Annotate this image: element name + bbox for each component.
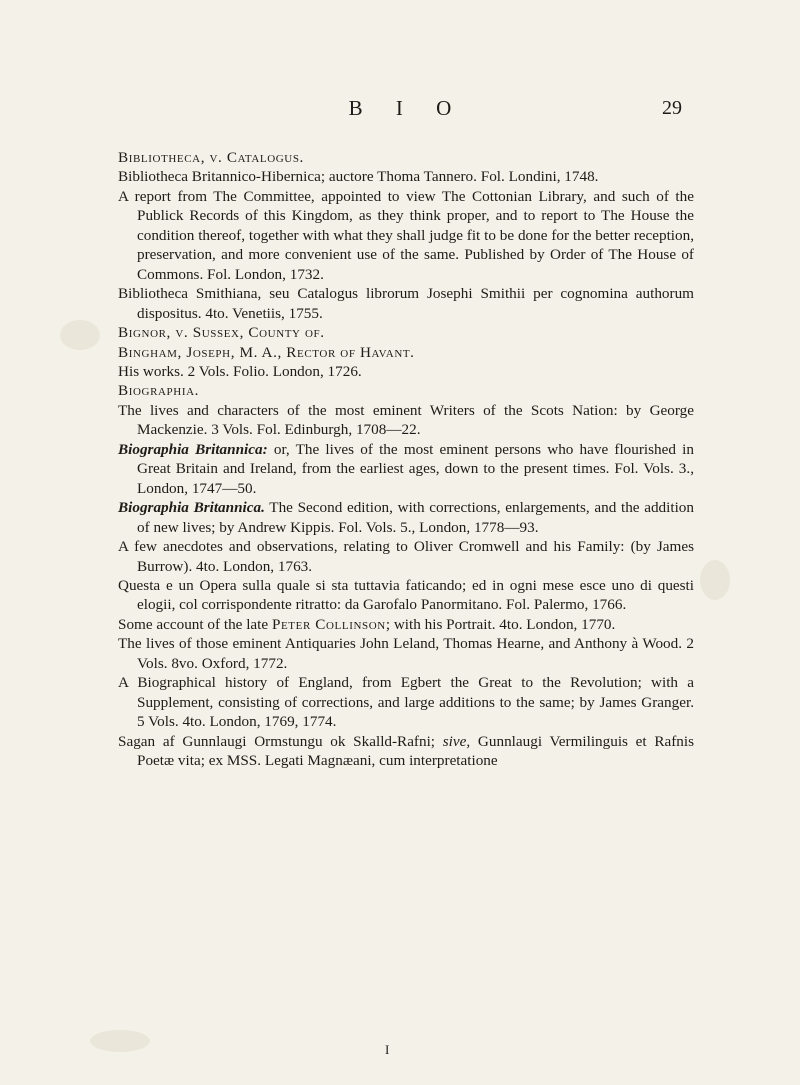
entry-sagan <box>118 732 694 771</box>
entry-cromwell-anecdotes: A few anecdotes and observations, relating to Oliver Cromwell and his Family: (by James Burrow). 4to. London, 1763. <box>118 538 694 575</box>
paper-stain <box>60 320 100 350</box>
entry-heading-bignor: Bignor, v. Sussex, County of. <box>118 324 325 342</box>
entry-granger: A Biographical history of England, from Egbert the Great to the Revolution; with a Supplement, consisting of corrections, and large additions to the same; by James Granger. 5 Vols. 4to. London, 1769, 1774. <box>118 674 694 731</box>
running-head-title: B I O <box>348 96 466 120</box>
entry-cottonian-report: A report from The Committee, appointed to view The Cottonian Library, and such of the Publick Records of this Kingdom, as they think proper, and to report to The House the condition thereof, together with what they shall judge fit to be done for the better reception, preservation, and more convenient use of the same. Published by Order of The House of Commons. Fol. London, 1732. <box>118 187 694 283</box>
entry-heading-biographia: Biographia. <box>118 382 200 400</box>
entry-text: or, The lives of the most eminent persons who have flourished in Great Britain and Ireland, from the earliest ages, down to the present times. Fol. Vols. 3., London, 1747—50. <box>137 440 694 497</box>
entry-collinson <box>118 615 694 634</box>
entry-text: Some account of the late <box>118 615 269 633</box>
entry-scots-writers: The lives and characters of the most eminent Writers of the Scots Nation: by George Mackenzie. 3 Vols. Fol. Edinburgh, 1708—22. <box>118 401 694 439</box>
entry-bibliotheca-britannico: Bibliotheca Britannico-Hibernica; auctore Thoma Tannero. Fol. Londini, 1748. <box>118 168 599 186</box>
entry-biographia-britannica-second <box>118 498 694 537</box>
entry-title-italic: Biographia Britannica: <box>118 440 268 458</box>
index-body <box>118 148 694 771</box>
entry-heading-bingham: Bingham, Joseph, M. A., Rector of Havant. <box>118 343 415 361</box>
entry-sive-italic: sive, <box>442 732 471 750</box>
catchword: I <box>385 1042 390 1057</box>
paper-stain <box>700 560 730 600</box>
entry-biographia-britannica <box>118 440 694 498</box>
entry-questa-opera: Questa e un Opera sulla quale si sta tuttavia faticando; ed in ogni mese esce uno di questi elogii, col corrispondente ritratto: da Garofalo Panormitano. Fol. Palermo, 1766. <box>118 576 694 614</box>
entry-bingham-works: His works. 2 Vols. Folio. London, 1726. <box>118 362 362 380</box>
paper-stain <box>90 1030 150 1052</box>
page-number: 29 <box>662 97 682 119</box>
entry-text: Gunnlaugi Vermilinguis et Rafnis Poetæ vita; ex MSS. Legati Magnæani, cum interpretatione <box>137 732 695 770</box>
entry-antiquaries: The lives of those eminent Antiquaries John Leland, Thomas Hearne, and Anthony à Wood. 2 Vols. 8vo. Oxford, 1772. <box>118 635 694 672</box>
entry-heading-bibliotheca: Bibliotheca, v. Catalogus. <box>118 149 304 166</box>
running-head <box>0 96 800 126</box>
entry-title-italic: Biographia Britannica. <box>118 499 265 517</box>
entry-text: The Second edition, with corrections, enlargements, and the addition of new lives; by Andrew Kippis. Fol. Vols. 5., London, 1778—93. <box>137 499 694 536</box>
entry-text: Sagan af Gunnlaugi Ormstungu ok Skalld-Rafni; <box>118 732 436 750</box>
entry-text: ; with his Portrait. 4to. London, 1770. <box>385 615 616 633</box>
entry-bibliotheca-smithiana: Bibliotheca Smithiana, seu Catalogus librorum Josephi Smithii per cognomina authorum dispositus. 4to. Venetiis, 1755. <box>118 285 694 322</box>
entry-name-smallcaps: Peter Collinson <box>271 615 386 633</box>
